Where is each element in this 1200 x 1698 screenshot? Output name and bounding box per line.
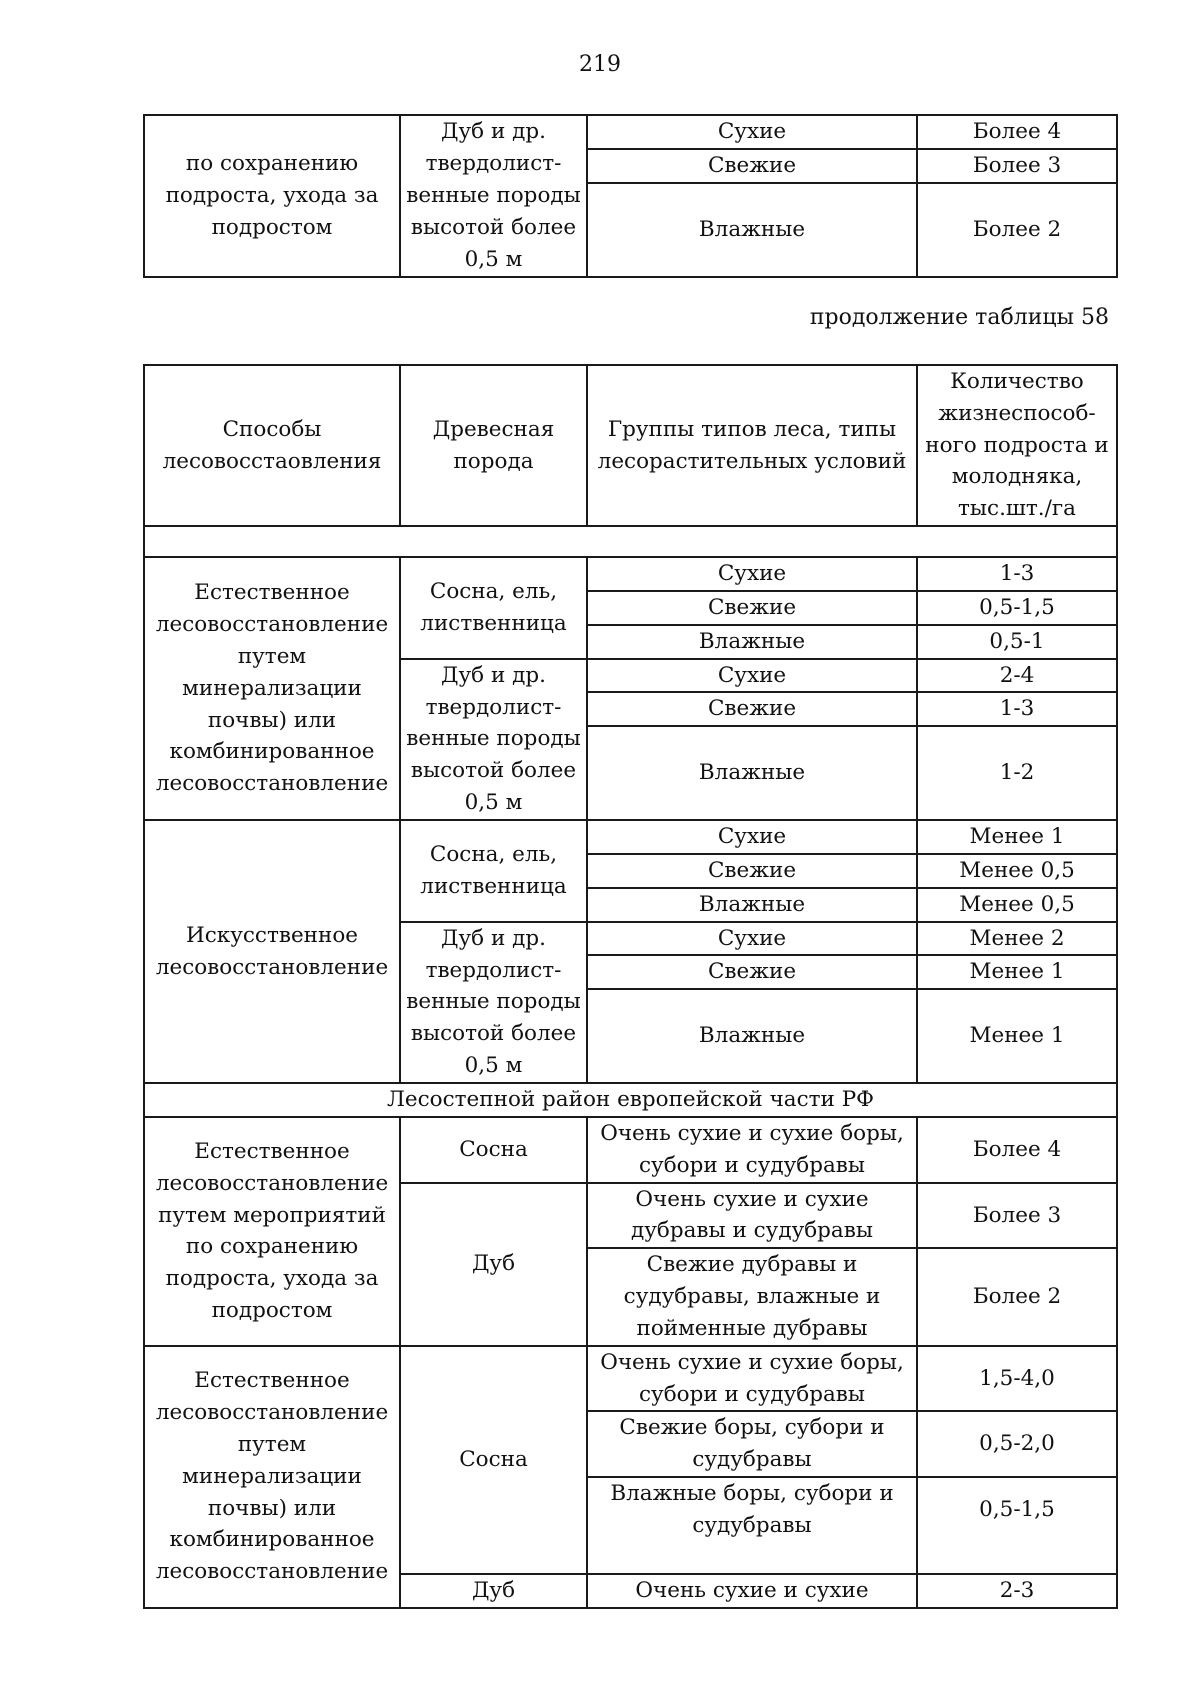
quantity-cell: Более 3: [917, 1183, 1117, 1249]
species-cell: Дуб и др. твердолист-венные породы высотой более 0,5 м: [400, 115, 587, 277]
region-row: [144, 1083, 1117, 1117]
groups-cell: Свежие: [587, 854, 917, 888]
quantity-cell: 2-4: [917, 659, 1117, 693]
empty-cell: [144, 526, 1117, 557]
quantity-cell: Менее 2: [917, 922, 1117, 956]
groups-cell: Свежие: [587, 591, 917, 625]
quantity-cell: 0,5-2,0: [917, 1411, 1117, 1477]
quantity-cell: 1-3: [917, 692, 1117, 726]
groups-cell: Свежие боры, субори и судубравы: [587, 1411, 917, 1477]
species-cell: Дуб: [400, 1574, 587, 1608]
quantity-cell: Более 3: [917, 149, 1117, 183]
species-cell: Дуб: [400, 1183, 587, 1346]
region-cell: Лесостепной район европейской части РФ: [144, 1083, 1117, 1117]
method-cell: Естественное лесовосстановление путем мероприятий по сохранению подроста, ухода за подростом: [144, 1117, 400, 1346]
page-number: 219: [579, 52, 621, 77]
quantity-cell: 1,5-4,0: [917, 1346, 1117, 1412]
groups-cell: Свежие дубравы и судубравы, влажные и пойменные дубравы: [587, 1248, 917, 1345]
method-cell: Искусственное лесовосстановление: [144, 820, 400, 1083]
table-row: [144, 115, 1117, 149]
method-cell: Естественное лесовосстановление путем минерализации почвы) или комбинированное лесовосстановление: [144, 557, 400, 820]
method-cell: Естественное лесовосстановление путем минерализации почвы) или комбинированное лесовосстановление: [144, 1346, 400, 1608]
table-caption: продолжение таблицы 58: [809, 305, 1109, 330]
groups-cell: Сухие: [587, 922, 917, 956]
quantity-cell: Менее 1: [917, 989, 1117, 1083]
empty-row: [144, 526, 1117, 557]
groups-cell: Влажные боры, субори и судубравы: [587, 1477, 917, 1574]
species-cell: Дуб и др. твердолист-венные породы высотой более 0,5 м: [400, 922, 587, 1084]
header-species: Древесная порода: [400, 365, 587, 526]
table-header-row: [144, 365, 1117, 526]
quantity-cell: 0,5-1,5: [917, 1477, 1117, 1574]
groups-cell: Влажные: [587, 989, 917, 1083]
quantity-cell: Менее 1: [917, 820, 1117, 854]
table-row: [144, 557, 1117, 591]
quantity-cell: Более 4: [917, 1117, 1117, 1183]
table-top-fragment: [143, 114, 1118, 278]
groups-cell: Свежие: [587, 692, 917, 726]
quantity-cell: Более 2: [917, 1248, 1117, 1345]
quantity-cell: Менее 0,5: [917, 854, 1117, 888]
conditions-cell: Влажные: [587, 183, 917, 277]
groups-cell: Очень сухие и сухие боры, субори и судубравы: [587, 1346, 917, 1412]
quantity-cell: Менее 0,5: [917, 888, 1117, 922]
groups-cell: Влажные: [587, 888, 917, 922]
species-cell: Сосна: [400, 1346, 587, 1574]
header-quantity: Количество жизнеспособ-ного подроста и молодняка, тыс.шт./га: [917, 365, 1117, 526]
table-row: [144, 820, 1117, 854]
groups-cell: Влажные: [587, 726, 917, 820]
groups-cell: Очень сухие и сухие дубравы и судубравы: [587, 1183, 917, 1249]
quantity-cell: 0,5-1,5: [917, 591, 1117, 625]
conditions-cell: Сухие: [587, 115, 917, 149]
header-method: Способы лесовосстаовления: [144, 365, 400, 526]
table-main: [143, 364, 1118, 1609]
table-row: [144, 1117, 1117, 1183]
quantity-cell: 1-2: [917, 726, 1117, 820]
conditions-cell: Свежие: [587, 149, 917, 183]
method-cell: по сохранению подроста, ухода за подростом: [144, 115, 400, 277]
quantity-cell: 0,5-1: [917, 625, 1117, 659]
groups-cell: Сухие: [587, 659, 917, 693]
species-cell: Сосна, ель, лиственница: [400, 557, 587, 658]
table-row: [144, 1346, 1117, 1412]
quantity-cell: Более 4: [917, 115, 1117, 149]
header-groups: Группы типов леса, типы лесорастительных условий: [587, 365, 917, 526]
groups-cell: Сухие: [587, 820, 917, 854]
groups-cell: Свежие: [587, 955, 917, 989]
groups-cell: Сухие: [587, 557, 917, 591]
quantity-cell: 2-3: [917, 1574, 1117, 1608]
species-cell: Сосна, ель, лиственница: [400, 820, 587, 921]
quantity-cell: Более 2: [917, 183, 1117, 277]
groups-cell: Очень сухие и сухие: [587, 1574, 917, 1608]
species-cell: Сосна: [400, 1117, 587, 1183]
groups-cell: Влажные: [587, 625, 917, 659]
groups-cell: Очень сухие и сухие боры, субори и судубравы: [587, 1117, 917, 1183]
quantity-cell: 1-3: [917, 557, 1117, 591]
species-cell: Дуб и др. твердолист-венные породы высотой более 0,5 м: [400, 659, 587, 821]
quantity-cell: Менее 1: [917, 955, 1117, 989]
